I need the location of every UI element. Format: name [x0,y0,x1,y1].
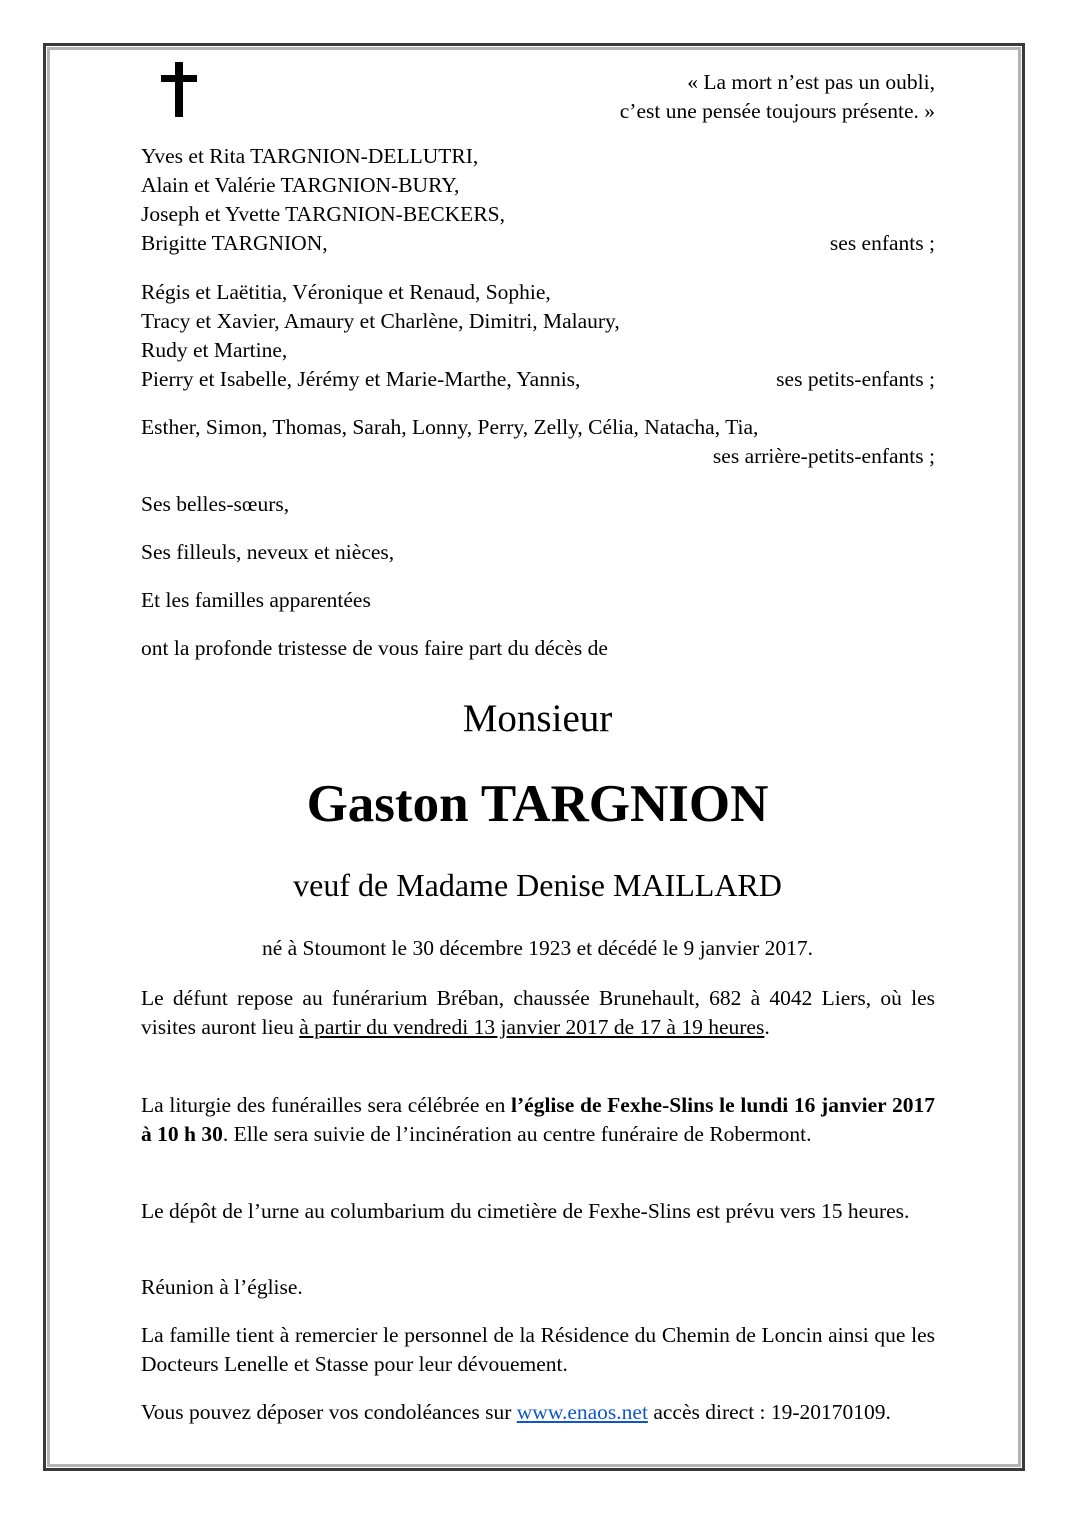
funeral-text: La liturgie des funérailles sera célébrée en [141,1093,512,1117]
condolences-text: Vous pouvez déposer vos condoléances sur [141,1400,517,1424]
visitation-text: Le défunt repose au funérarium Bréban, chaussée Brunehault, 682 à 4042 Liers, où les visites auront lieu [141,986,935,1039]
condolences-paragraph [141,1398,935,1427]
visitation-end: . [764,1015,770,1039]
spouse-line: veuf de Madame Denise MAILLARD [293,867,782,903]
children-line-1: Yves et Rita TARGNION-DELLUTRI, [141,144,479,168]
honorific: Monsieur [462,697,613,740]
urn-paragraph: Le dépôt de l’urne au columbarium du cimetière de Fexhe-Slins est prévu vers 15 heures. [141,1199,910,1223]
grandchildren-line-4: Pierry et Isabelle, Jérémy et Marie-Marthe, Yannis, [141,367,581,391]
funeral-end: . Elle sera suivie de l’incinération au centre funéraire de Robermont. [222,1122,812,1146]
announcement: ont la profonde tristesse de vous faire part du décès de [141,636,608,660]
funeral-place-time: l’église de Fexhe-Slins le lundi 16 janvier 2017 à 10 h 30 [141,1093,935,1146]
children-line-2: Alain et Valérie TARGNION-BURY, [141,173,460,197]
condolences-end: accès direct : 19-20170109. [647,1400,891,1424]
grandchildren-line-2: Tracy et Xavier, Amaury et Charlène, Dimitri, Malaury, [141,309,620,333]
children-role: ses enfants ; [829,231,935,255]
funeral-paragraph [141,1091,935,1149]
grandchildren-role: ses petits-enfants ; [776,367,935,391]
sisters-in-law: Ses belles-sœurs, [141,492,290,516]
quote-line-1: « La mort n’est pas un oubli, [687,70,935,94]
birth-death-dates: né à Stoumont le 30 décembre 1923 et décédé le 9 janvier 2017. [261,936,814,960]
children-line-4: Brigitte TARGNION, [141,231,328,255]
children-line-3: Joseph et Yvette TARGNION-BECKERS, [141,202,505,226]
quote-line-2: c’est une pensée toujours présente. » [619,99,935,123]
great-grandchildren-line: Esther, Simon, Thomas, Sarah, Lonny, Perry, Zelly, Célia, Natacha, Tia, [141,415,759,439]
condolences-link[interactable]: www.enaos.net [516,1400,648,1424]
grandchildren-line-3: Rudy et Martine, [141,338,288,362]
deceased-name: Gaston TARGNION [306,775,769,833]
great-grandchildren-role: ses arrière-petits-enfants ; [712,444,935,468]
inner-border [47,47,1021,1467]
thanks-paragraph: La famille tient à remercier le personnel de la Résidence du Chemin de Loncin ainsi que les Docteurs Lenelle et Stasse pour leur dévouement. [141,1323,935,1376]
meeting-paragraph: Réunion à l’église. [141,1275,303,1299]
visitation-time: à partir du vendredi 13 janvier 2017 de 17 à 19 heures [299,1015,765,1039]
godchildren: Ses filleuls, neveux et nièces, [141,540,395,564]
cross-icon [161,62,197,117]
grandchildren-line-1: Régis et Laëtitia, Véronique et Renaud, Sophie, [141,280,551,304]
visitation-paragraph [141,984,935,1042]
related-families: Et les familles apparentées [141,588,371,612]
epitaph-quote [620,68,935,126]
